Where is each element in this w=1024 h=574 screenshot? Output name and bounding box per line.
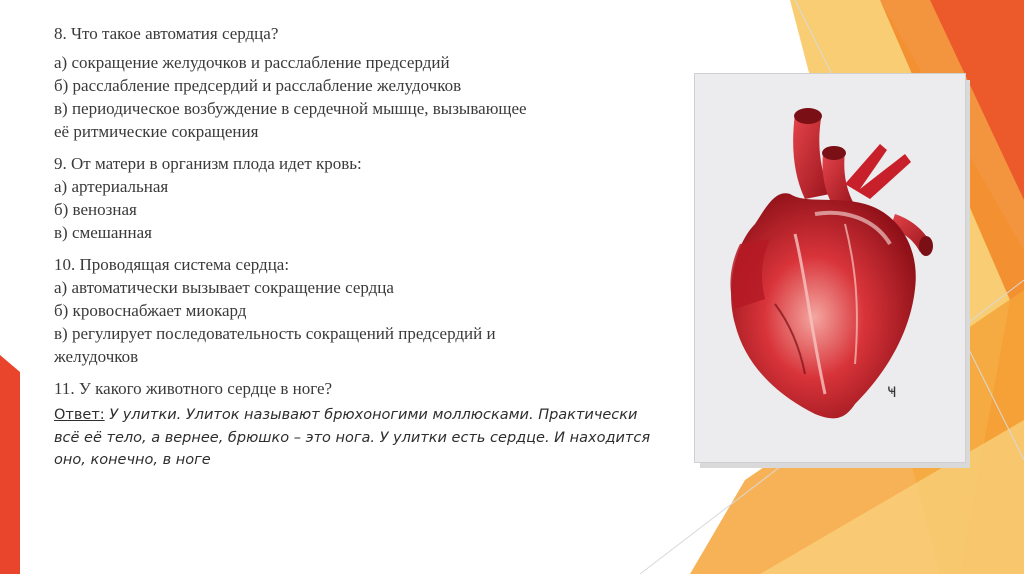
aorta-opening <box>794 108 822 124</box>
question-title: 8. Что такое автоматия сердца? <box>54 24 279 43</box>
option: её ритмические сокращения <box>54 122 259 141</box>
question-title: 9. От матери в организм плода идет кровь: <box>54 154 362 173</box>
question-10 <box>54 253 664 368</box>
option: б) расслабление предсердий и расслабление желудочков <box>54 76 462 95</box>
question-11 <box>54 377 664 400</box>
option: б) кровоснабжает миокард <box>54 301 247 320</box>
branch-vessels <box>845 144 911 199</box>
vessel-2-opening <box>822 146 846 160</box>
option: а) сокращение желудочков и расслабление предсердий <box>54 53 450 72</box>
heart-photo <box>694 73 966 463</box>
option: в) регулирует последовательность сокращений предсердий и <box>54 324 496 343</box>
heart-illustration-icon <box>695 74 965 462</box>
artist-signature: Ҹ <box>887 385 897 401</box>
question-9 <box>54 152 664 244</box>
option: б) венозная <box>54 200 137 219</box>
answer-text: У улитки. Улиток называют брюхоногими моллюсками. Практически всё её тело, а вернее, брюшко – это нога. У улитки есть сердце. И находится оно, конечно, в ноге <box>54 407 651 468</box>
question-title: 10. Проводящая система сердца: <box>54 255 290 274</box>
option: а) артериальная <box>54 177 169 196</box>
slide-text-content <box>54 22 664 472</box>
question-title: 11. У какого животного сердце в ноге? <box>54 379 333 398</box>
answer-label: Ответ: <box>54 407 105 423</box>
right-vessel-opening <box>919 236 933 256</box>
option: а) автоматически вызывает сокращение сердца <box>54 278 394 297</box>
option: в) смешанная <box>54 223 152 242</box>
question-8 <box>54 22 664 143</box>
option: желудочков <box>54 347 139 366</box>
left-red-strip <box>0 355 20 574</box>
answer-block <box>54 404 654 472</box>
option: в) периодическое возбуждение в сердечной мышце, вызывающее <box>54 99 527 118</box>
